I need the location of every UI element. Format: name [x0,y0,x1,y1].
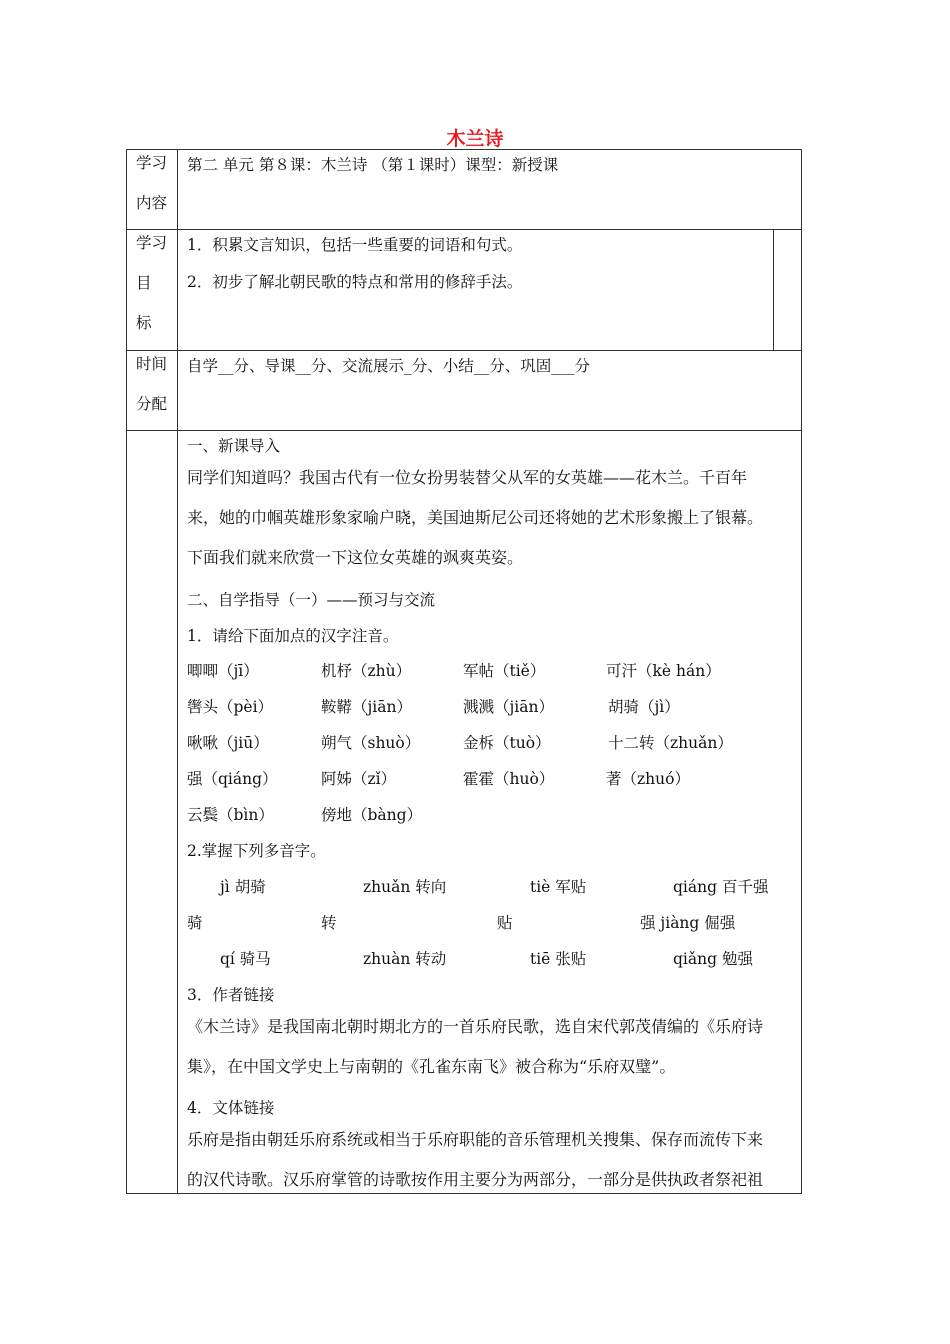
author-paragraph: 《木兰诗》是我国南北朝时期北方的一首乐府民歌，选自宋代郭茂倩编的《乐府诗 集》，在中国文学史上与南朝的《孔雀东南飞》被合称为“乐府双璧”。 [187,1017,764,1076]
polyphone-item: zhuàn 转动 [363,950,447,968]
pinyin-item: 机杼（zhù） [321,662,412,680]
pinyin-item: 啾啾（jiū） [187,734,269,752]
polyphone-item: qí 骑马 [220,950,271,968]
pinyin-item: 朔气（shuò） [321,734,421,752]
row-divider [126,430,802,431]
pinyin-item: 傍地（bàng） [321,806,423,824]
row-label-content: 学习 内容 [136,154,168,212]
time-allocation: 自学__分、导课__分、交流展示_分、小结__分、巩固___分 [187,357,591,375]
question-heading: 3．作者链接 [187,986,275,1004]
row-label-time: 时间 分配 [136,355,168,413]
pinyin-item: 辔头（pèi） [187,698,274,716]
polyphone-item: jì 胡骑 [220,878,266,896]
page-title: 木兰诗 [446,128,504,150]
polyphone-item: tiè 军贴 [530,878,587,896]
pinyin-item: 溅溅（jiān） [463,698,554,716]
goals-right-divider [773,229,774,350]
polyphone-char: 骑 [187,914,203,932]
pinyin-item: 鞍鞯（jiān） [321,698,412,716]
pinyin-item: 云鬓（bìn） [187,806,274,824]
pinyin-item: 阿姊（zǐ） [321,770,397,788]
pinyin-item: 十二转（zhuǎn） [608,734,733,752]
pinyin-item: 金柝（tuò） [463,734,551,752]
polyphone-char: 转 [321,914,337,932]
question-heading: 1．请给下面加点的汉字注音。 [187,627,399,645]
pinyin-item: 胡骑（jì） [608,698,680,716]
section-heading: 二、自学指导（一）——预习与交流 [187,591,436,609]
goal-item: 1．积累文言知识，包括一些重要的词语和句式。 [187,236,523,254]
question-heading: 2.掌握下列多音字。 [187,842,326,860]
polyphone-item: zhuǎn 转向 [363,878,447,896]
pinyin-item: 唧唧（jī） [187,662,259,680]
polyphone-char: 强 jiàng 倔强 [640,914,736,932]
label-column-divider [177,149,178,1194]
row-divider [126,229,802,230]
pinyin-item: 著（zhuó） [606,770,690,788]
intro-paragraph: 同学们知道吗？我国古代有一位女扮男装替父从军的女英雄——花木兰。千百年 来，她的巾帼英雄形象家喻户晓，美国迪斯尼公司还将她的艺术形象搬上了银幕。 下面我们就来欣赏一下这位女英雄的飒爽英姿。 [187,468,764,567]
pinyin-item: 可汗（kè hán） [606,662,721,680]
row-label-goals: 学习 目 标 [136,234,168,332]
question-heading: 4．文体链接 [187,1099,275,1117]
section-heading: 一、新课导入 [187,437,281,455]
goal-item: 2．初步了解北朝民歌的特点和常用的修辞手法。 [187,273,523,291]
lesson-info: 第二 单元 第８课：木兰诗 （第１课时）课型：新授课 [187,156,559,174]
polyphone-item: qiáng 百千强 [673,878,769,896]
pinyin-item: 军帖（tiě） [463,662,546,680]
pinyin-item: 霍霍（huò） [463,770,555,788]
polyphone-item: qiǎng 勉强 [673,950,753,968]
genre-paragraph: 乐府是指由朝廷乐府系统或相当于乐府职能的音乐管理机关搜集、保存而流传下来 的汉代诗歌。汉乐府掌管的诗歌按作用主要分为两部分，一部分是供执政者祭祀祖 [187,1130,764,1189]
row-divider [126,350,802,351]
pinyin-item: 强（qiáng） [187,770,278,788]
polyphone-char: 贴 [497,914,513,932]
polyphone-item: tiē 张贴 [530,950,587,968]
